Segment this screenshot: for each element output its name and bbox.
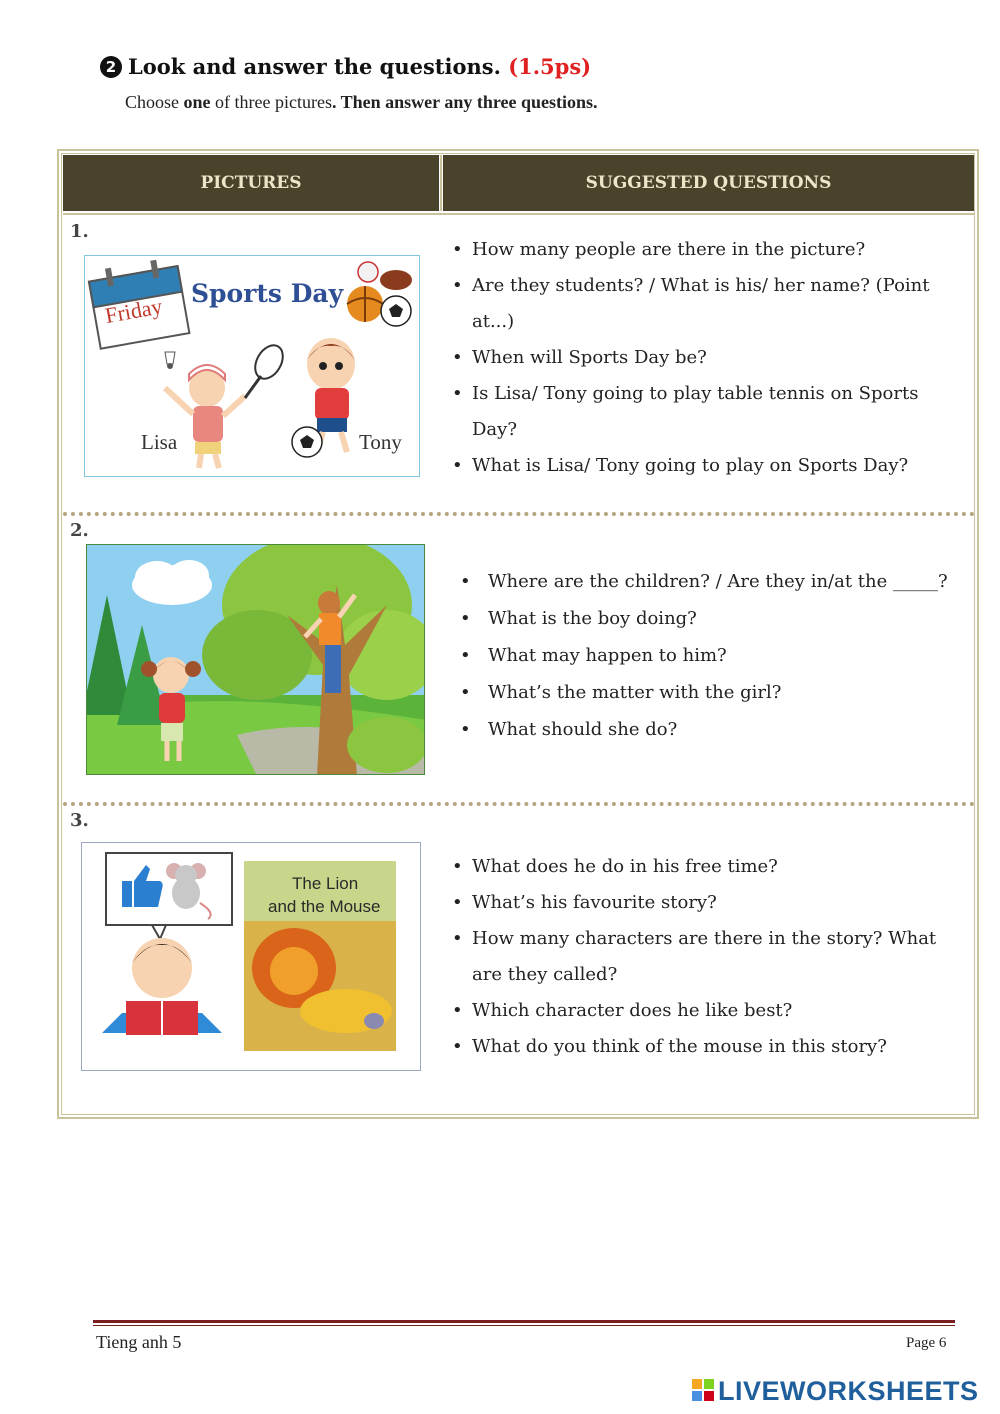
question-list-1 bbox=[450, 232, 960, 484]
soccer-ball-icon bbox=[292, 427, 322, 457]
liveworksheets-logo-icon bbox=[692, 1379, 714, 1401]
row-divider bbox=[63, 802, 975, 806]
park-illustration bbox=[87, 545, 425, 775]
footer-rule bbox=[93, 1320, 955, 1323]
question-item: • Which character does he like best? bbox=[450, 993, 960, 1029]
question-item: • Is Lisa/ Tony going to play table tennis on Sports Day? bbox=[450, 376, 960, 448]
sports-day-title: Sports Day bbox=[191, 279, 344, 308]
calendar-day-label: Friday bbox=[103, 293, 165, 329]
question-item: • What should she do? bbox=[452, 711, 967, 748]
row-number: 1. bbox=[70, 221, 89, 242]
question-item: • What is the boy doing? bbox=[452, 600, 967, 637]
girl-name-label: Lisa bbox=[141, 430, 178, 454]
row-divider bbox=[63, 512, 975, 516]
header-divider bbox=[63, 213, 975, 215]
exercise-title: Look and answer the questions bbox=[128, 54, 494, 79]
footer-rule-thin bbox=[93, 1325, 955, 1326]
exercise-instruction: Choose one of three pictures. Then answer any three questions. bbox=[125, 92, 598, 112]
exercise-number-badge: 2 bbox=[100, 56, 122, 78]
sports-balls-icon bbox=[347, 262, 412, 326]
reading-boy-character bbox=[102, 938, 222, 1035]
question-item: • How many characters are there in the story? What are they called? bbox=[450, 921, 960, 993]
question-item: • When will Sports Day be? bbox=[450, 340, 960, 376]
question-list-2 bbox=[452, 563, 967, 748]
badminton-racket-icon bbox=[245, 340, 288, 398]
shuttlecock-icon bbox=[165, 352, 175, 369]
footer-subject: Tieng anh 5 bbox=[96, 1332, 182, 1352]
boy-name-label: Tony bbox=[359, 430, 402, 454]
question-item: • What’s his favourite story? bbox=[450, 885, 960, 921]
park-tree-picture bbox=[86, 544, 425, 775]
sports-day-picture bbox=[84, 255, 420, 477]
question-list-3 bbox=[450, 849, 960, 1065]
question-item: • How many people are there in the picture? bbox=[450, 232, 960, 268]
footer-page-number: Page 6 bbox=[906, 1335, 947, 1351]
question-item: • What do you think of the mouse in this story? bbox=[450, 1029, 960, 1065]
reading-boy-illustration bbox=[82, 843, 421, 1071]
cloud-icon bbox=[132, 560, 212, 605]
question-item: • What is Lisa/ Tony going to play on Sports Day? bbox=[450, 448, 960, 484]
question-item: • What does he do in his free time? bbox=[450, 849, 960, 885]
row-number: 3. bbox=[70, 810, 89, 831]
row-number: 2. bbox=[70, 520, 89, 541]
column-header-questions: SUGGESTED QUESTIONS bbox=[443, 155, 974, 211]
book-title-line-1: The Lion bbox=[292, 874, 359, 893]
header-column-divider bbox=[440, 155, 442, 211]
exercise-heading: 2 Look and answer the questions. (1.5ps) bbox=[100, 54, 591, 79]
sports-day-illustration bbox=[85, 256, 420, 477]
lion-mouse-picture bbox=[81, 842, 421, 1071]
question-item: • What’s the matter with the girl? bbox=[452, 674, 967, 711]
exercise-points: (1.5ps) bbox=[508, 54, 592, 79]
question-item: • What may happen to him? bbox=[452, 637, 967, 674]
liveworksheets-logo[interactable]: LIVEWORKSHEETS bbox=[718, 1376, 979, 1406]
question-item: • Where are the children? / Are they in/at the _____? bbox=[452, 563, 967, 600]
question-item: • Are they students? / What is his/ her name? (Point at...) bbox=[450, 268, 960, 340]
book-title-line-2: and the Mouse bbox=[268, 897, 381, 916]
column-header-pictures: PICTURES bbox=[63, 155, 439, 211]
